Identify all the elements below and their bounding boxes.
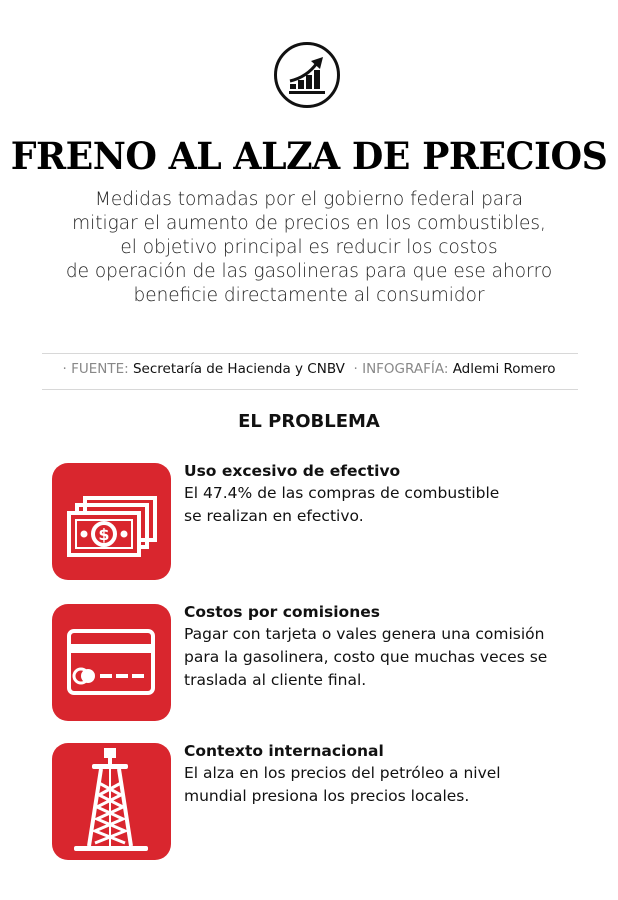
item-body-line: se realizan en efectivo. (184, 507, 364, 525)
subtitle-line: de operación de las gasolineras para que ese ahorro (65, 261, 553, 282)
problem-item-international (184, 740, 574, 808)
oil-derrick-icon (52, 743, 171, 860)
item-title: Contexto internacional (184, 742, 384, 760)
graphic-value: Adlemi Romero (452, 361, 556, 377)
divider-bottom (42, 389, 578, 390)
page-title: FRENO AL ALZA DE PRECIOS (10, 134, 608, 178)
cash-bills-icon (52, 463, 171, 580)
subtitle-line: el objetivo principal es reducir los costos (120, 237, 498, 258)
subtitle-line: beneficie directamente al consumidor (133, 285, 485, 306)
subtitle-line: Medidas tomadas por el gobierno federal para (94, 189, 524, 210)
divider-top (42, 353, 578, 354)
subtitle (20, 188, 598, 308)
item-title: Costos por comisiones (184, 603, 380, 621)
credit-card-icon (52, 604, 171, 721)
item-body-line: El 47.4% de las compras de combustible (184, 484, 500, 502)
item-body-line: El alza en los precios del petróleo a nivel (184, 764, 501, 782)
item-body-line: Pagar con tarjeta o vales genera una comisión (184, 625, 545, 643)
growth-chart-icon (274, 42, 340, 108)
problem-item-cash (184, 460, 574, 528)
credits-line (0, 361, 618, 377)
source-label: · FUENTE: (62, 361, 129, 377)
item-body-line: traslada al cliente final. (184, 671, 367, 689)
item-body-line: mundial presiona los precios locales. (184, 787, 470, 805)
graphic-label: · INFOGRAFÍA: (353, 361, 449, 377)
problem-item-commissions (184, 601, 574, 692)
section-title: EL PROBLEMA (238, 411, 380, 432)
source-value: Secretaría de Hacienda y CNBV (132, 361, 345, 377)
subtitle-line: mitigar el aumento de precios en los combustibles, (72, 213, 546, 234)
item-title: Uso excesivo de efectivo (184, 462, 401, 480)
item-body-line: para la gasolinera, costo que muchas veces se (184, 648, 548, 666)
svg-text:$: $ (98, 525, 110, 544)
